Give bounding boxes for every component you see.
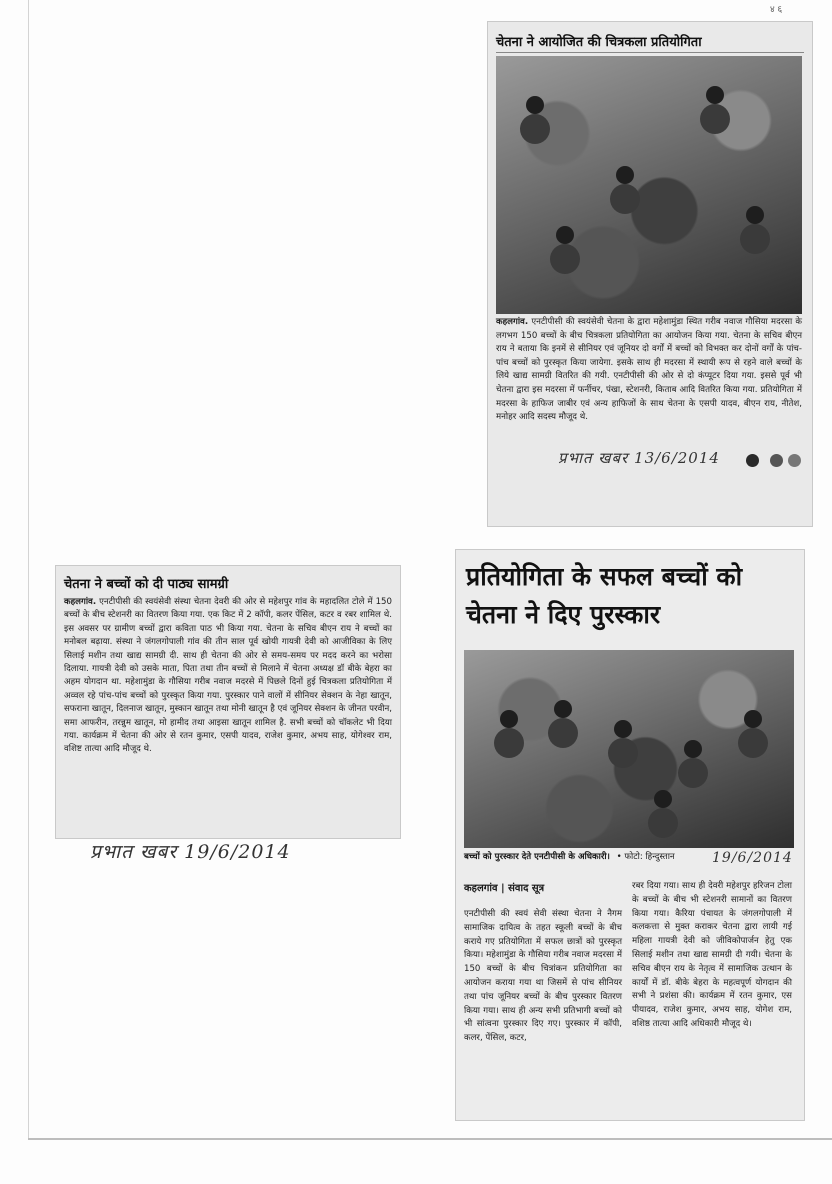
clip1-photo <box>496 56 802 314</box>
clip1-dateline: कहलगांव. <box>496 317 529 327</box>
clip3-caption: बच्चों को पुरस्कार देते एनटीपीसी के अधिकारी। <box>464 852 610 862</box>
clip2-body-text: एनटीपीसी की स्वयंसेवी संस्था चेतना देवरी की ओर से महेशपुर गांव के महादलित टोले में 150 बच्चों के बीच स्टेशनरी का वितरण किया गया. एक किट में 2 कॉपी, कलर पेंसिल, कटर व रबर शामिल थे. इस अवसर पर ग्रामीण बच्चों द्वारा कविता पाठ भी किया गया. चेतना के सचिव बीएन राय ने बच्चों का मनोबल बढ़ाया. संस्था ने जंगलगोपाली गांव की तीन साल पूर्व खोयी गायत्री देवी को आजीविका के लिए सिलाई मशीन तथा खाद्य सामग्री दी. साथ ही चेतना की ओर से समय-समय पर मदद करने का भरोसा दिलाया. गायत्री देवी को उसके माता, पिता तथा तीन बच्चों से मिलाने में चेतना अध्यक्ष डॉ बीके बेहरा का अहम योगदान था. महेशामुंडा के गौसिया गरीब नवाज मदरसे में पिछले दिनों हुई चित्रकला प्रतियोगिता में अव्वल रहे पांच-पांच बच्चों को पुरस्कृत किया गया. पुरस्कार पाने वालों में सीनियर सेक्शन के नेहा खातून, सफराना खातून, दिलनाज खातून, मुस्कान खातून तथा मोनी खातून है एवं जूनियर सेक्शन के जीनत परवीन, समा आफरीन, तरन्नुम खातून, मो हामीद तथा आइसा खातून शामिल है. सभी बच्चों को चॉकलेट भी दिया गया. कार्यक्रम में चेतना की ओर से रतन कुमार, एसपी यादव, राजेश कुमार, अभय साह, योगेश्वर राम, वशिष्ट तात्या आदि मौजूद थे. <box>64 597 393 755</box>
news-clip-study-material <box>56 566 400 838</box>
clip1-rule <box>496 52 804 53</box>
clip3-photo <box>464 650 794 848</box>
clip1-ink-dot <box>788 454 801 467</box>
clip2-body <box>64 596 392 757</box>
page-mark: ४ ६ <box>770 5 783 15</box>
clip2-headline: चेतना ने बच्चों को दी पाठ्य सामग्री <box>64 577 229 592</box>
clip1-handwritten-note: प्रभात खबर 13/6/2014 <box>558 449 720 467</box>
clip3-photo-credit: • फोटो: हिन्दुस्तान <box>616 852 675 862</box>
clip1-body <box>496 316 802 425</box>
clip3-handwritten-note: 19/6/2014 <box>712 850 793 866</box>
clip2-handwritten-note: प्रभात खबर 19/6/2014 <box>90 841 291 863</box>
clip1-headline: चेतना ने आयोजित की चित्रकला प्रतियोगिता <box>496 35 702 50</box>
clip3-headline: प्रतियोगिता के सफल बच्चों को चेतना ने दिए पुरस्कार <box>466 562 743 629</box>
page-edge-left <box>28 0 29 1140</box>
news-clip-prize-distribution <box>456 550 804 1120</box>
clip3-col1: एनटीपीसी की स्वयं सेवी संस्था चेतना ने नैगम सामाजिक दायित्व के तहत स्कूली बच्चों के बीच कराये गए प्रतियोगिता में सफल छात्रों को पुरस्कृत किया। महेशामुंडा के गौसिया गरीब नवाज मदरसा में 150 बच्चों के बीच चित्रांकन प्रतियोगिता का आयोजन कराया गया था जिसमें से पांच सीनियर तथा पांच जूनियर बच्चों के बीच पुरस्कार वितरण किया गया। साथ ही अन्य सभी प्रतिभागी बच्चों को भी सांत्वना पुरस्कार दिए गए। पुरस्कार में कॉपी, कलर, पेंसिल, कटर, <box>464 909 622 1044</box>
page-edge-bottom <box>28 1138 832 1140</box>
clip3-dateline: कहलगांव | संवाद सूत्र <box>464 883 545 894</box>
news-clip-painting-competition <box>488 22 812 526</box>
clip2-dateline: कहलगांव. <box>64 597 97 607</box>
clip1-ink-dot <box>746 454 759 467</box>
clip3-col2: रबर दिया गया। साथ ही देवरी महेशपुर हरिजन टोला के बच्चों के बीच भी स्टेशनरी सामानों का वितरण किया गया। कैरिया पंचायत के जंगलगोपाली में कलकत्ता से मुक्त कराकर चेतना द्वारा लायी गई महिला गायत्री देवी को जीविकोपार्जन हेतु एक सिलाई मशीन तथा खाद्य सामग्री दी गयी। चेतना के सचिव बीएन राय के नेतृत्व में सामाजिक उत्थान के कार्यों में डॉ. बीके बेहरा के महत्वपूर्ण योगदान की सभी ने प्रशंसा की। कार्यक्रम में रतन कुमार, एस पीयादव, राजेश कुमार, अभय साह, योगेश राम, वशिष्ठ तात्या आदि अधिकारी मौजूद थे। <box>632 881 792 1029</box>
clip1-body-text: एनटीपीसी की स्वयंसेवी चेतना के द्वारा महेशामुंडा स्थित गरीब नवाज गौसिया मदरसा के लगभग 150 बच्चों के बीच चित्रकला प्रतियोगिता का आयोजन किया गया. चेतना के सचिव बीएन राय ने बताया कि इनमें से सीनियर एवं जूनियर दो वर्गों में बच्चों को विभक्त कर दोनों वर्गों के पांच-पांच बच्चों को पुरस्कृत किया जायेगा. इसके साथ ही मदरसा में स्थायी रूप से रहने वाले बच्चों के लिये खाद्य सामग्री वितरित की गयी. एनटीपीसी की ओर से दो कंप्यूटर दिया गया. इससे पूर्व भी चेतना द्वारा इस मदरसा में फर्नीचर, पंखा, स्टेशनरी, किताब आदि वितरित किया गया. प्रतियोगिता में मदरसा के हाफिज जाबीर एवं अन्य हाफिजों के साथ चेतना के एसपी यादव, बीएन राय, नीतेश, मनोहर आदि सदस्य मौजूद थे. <box>496 317 802 423</box>
clip1-ink-dot <box>770 454 783 467</box>
